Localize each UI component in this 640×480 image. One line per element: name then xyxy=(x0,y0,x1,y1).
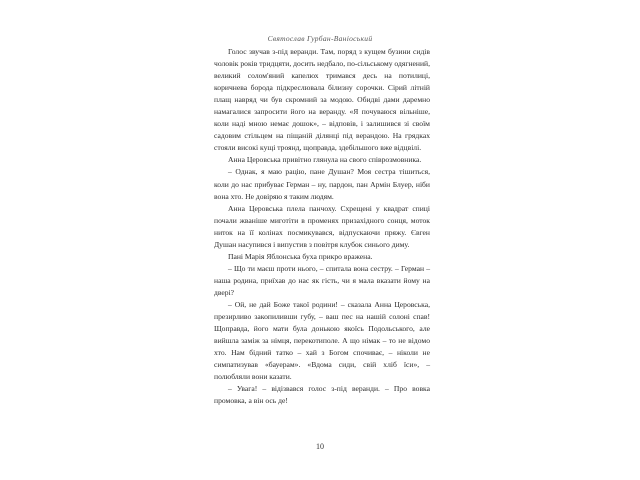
paragraph: – Ой, не дай Боже такої родини! – сказала Анна Церовська, презирливо закопиливши губу, – ваш пес на нашій солоні спав! Щоправда, його мати була донькою якоїсь Подольського, але вийшла заміж за німця, перекотиполе. А що німак – то не відомо хто. Нам бідний татко – хай з Богом спочиває, – ніколи не симпатизував «бауерам». «Вдома сиди, свій хліб їси», – полюбляли вони казати. xyxy=(214,299,430,382)
page-number: 10 xyxy=(316,442,324,451)
paragraph: Голос звучав з-під веранди. Там, поряд з кущем бузини сидів чоловік років тридцяти, досить недбало, по-сільському одягнений, великий солом'яний капелюх тримався десь на потилиці, коричнева борода підкреслювала білизну сорочки. Сірий літній плащ навряд чи був скромний за модою. Обидві дами даремно намагалися запросити його на веранду. «Я почуваюся вільніше, коли наді мною немає дошок», – відповів, і залишився зі своїм садовим стільцем на піщаній ділянці під верандою. На грядках стояли високі кущі троянд, щоправда, здебільшого вже відцвілі. xyxy=(214,47,430,153)
paragraph: – Увага! – відізвався голос з-під веранди. – Про вовка промовка, а він ось де! xyxy=(214,384,430,406)
running-header: Святослав Гурбан-Ваніоський xyxy=(267,34,373,43)
paragraph: Анна Церовська плела панчоху. Схрещені у квадрат спиці почали жваніше миготіти в променях призахідного сонця, моток ниток на її колінах посмикувався, відпускаючи пряжу. Євген Душан насупився і випустив з повітря клубок синього диму. xyxy=(214,203,430,249)
paragraph: Анна Церовська привітно глянула на свого співрозмовника. xyxy=(228,155,422,165)
paragraph: – Що ти маєш проти нього, – спитала вона сестру. – Герман – наша родина, приїхав до нас як гість, чи я мала вказати йому на двері? xyxy=(214,263,430,297)
paragraph: – Однак, я маю рацію, пане Душан? Моя сестра тішиться, коли до нас прибуває Герман – ну, пардон, пан Армін Блуер, ніби вона хто. Не довіряю я таким людям. xyxy=(214,167,430,201)
body-text xyxy=(214,46,430,407)
paragraph: Пані Марія Яблонська буха прикро вражена. xyxy=(228,251,373,261)
